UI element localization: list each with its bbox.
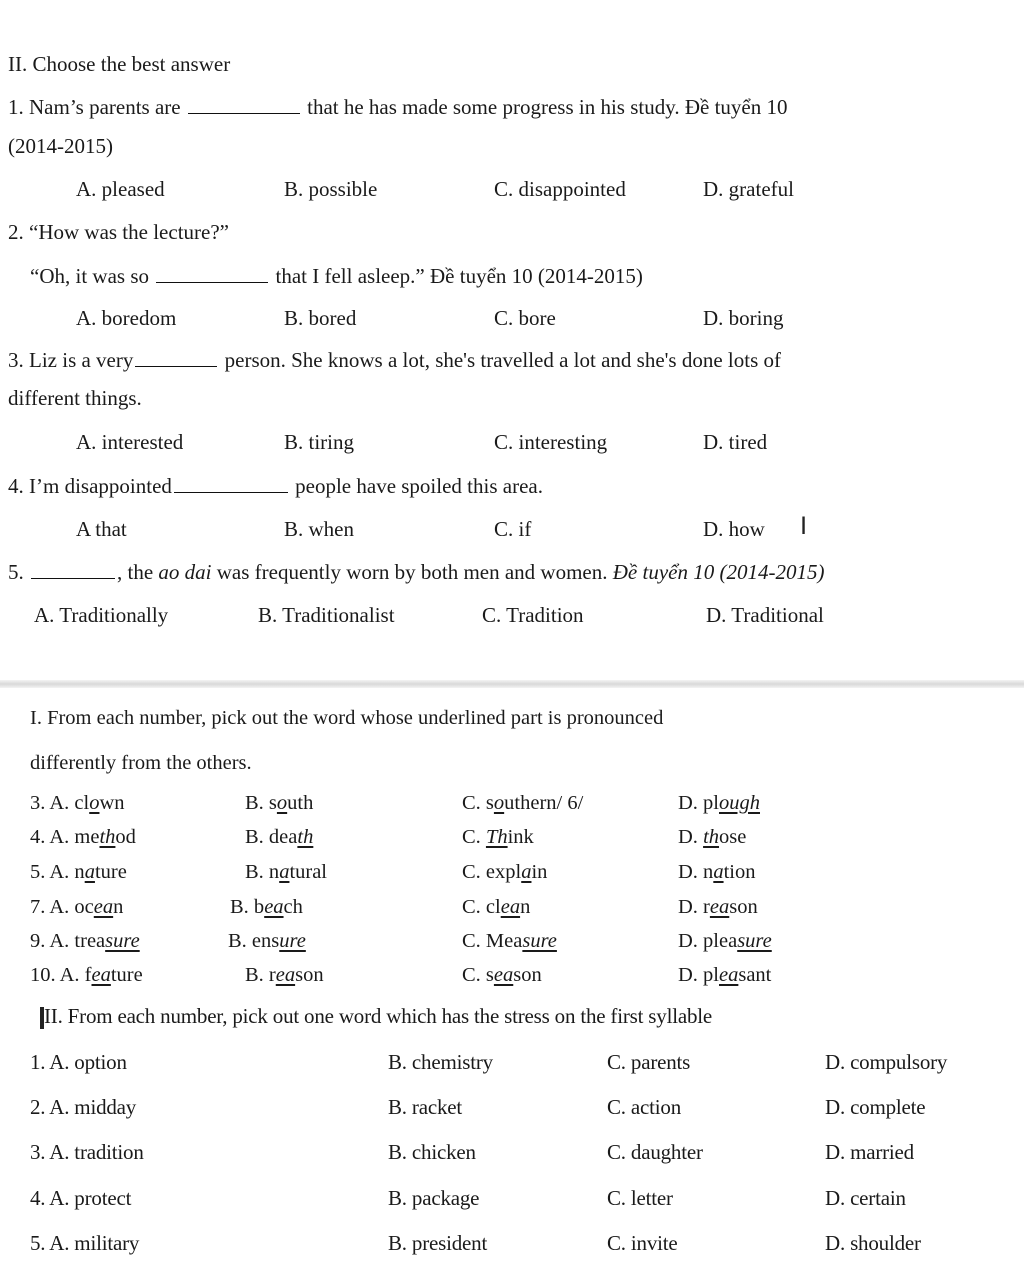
answer-blank — [174, 491, 288, 493]
underlined-part: sure — [105, 930, 140, 952]
pronunciation-option — [230, 896, 303, 919]
word-part: D. plea — [678, 930, 738, 952]
option-b: B. when — [284, 517, 354, 541]
stress-option: C. parents — [607, 1050, 691, 1074]
question-3 — [8, 348, 781, 373]
stress-option: B. racket — [388, 1095, 462, 1119]
word-part: od — [115, 826, 136, 848]
answer-blank — [135, 365, 217, 367]
word-part: ch — [283, 896, 303, 918]
underlined-part: ea — [275, 964, 296, 986]
option-d: D. boring — [703, 306, 784, 330]
pronunciation-option — [30, 826, 136, 849]
word-part: D. — [678, 826, 704, 848]
word-part: 9. A. trea — [30, 930, 106, 952]
pronunciation-option — [228, 930, 306, 953]
word-part: 7. A. oc — [30, 896, 94, 918]
question-5 — [8, 560, 824, 585]
word-part: C. — [462, 826, 486, 848]
stress-option: 4. A. protect — [30, 1186, 132, 1210]
stress-option: D. married — [825, 1140, 914, 1164]
word-part: C. expl — [462, 861, 522, 883]
word-part: D. pl — [678, 964, 719, 986]
section-heading-pronunciation-cont: differently from the others. — [30, 752, 252, 774]
option-c: C. interesting — [494, 430, 608, 454]
pronunciation-option — [245, 826, 313, 849]
question-text: that he has made some progress in his study. Đề tuyển 10 — [307, 95, 788, 119]
pronunciation-option — [245, 861, 327, 884]
word-part: D. pl — [678, 792, 719, 814]
word-part: B. ens — [228, 930, 280, 952]
option-c: C. if — [494, 517, 532, 541]
stress-option: 3. A. tradition — [30, 1140, 144, 1164]
option-c: C. disappointed — [494, 177, 626, 201]
option-b: B. Traditionalist — [258, 603, 395, 627]
option-a: A. boredom — [76, 306, 177, 330]
word-part: 5. A. n — [30, 861, 85, 883]
pronunciation-option — [462, 861, 547, 884]
word-part: uthern/ 6/ — [504, 792, 584, 814]
text-cursor-icon: I — [800, 512, 808, 540]
section-heading-pronunciation: I. From each number, pick out the word whose underlined part is pronounced — [30, 707, 664, 729]
pronunciation-option — [678, 792, 760, 815]
pronunciation-option — [30, 792, 125, 815]
question-text: 4. I’m disappointed — [8, 474, 172, 498]
word-part: son — [513, 964, 542, 986]
underlined-part: a — [713, 861, 724, 883]
pronunciation-option — [30, 964, 143, 987]
underlined-part: a — [84, 861, 95, 883]
stress-option: C. daughter — [607, 1140, 703, 1164]
stress-option: C. action — [607, 1095, 682, 1119]
option-d: D. Traditional — [706, 603, 824, 627]
underlined-part: ea — [500, 896, 521, 918]
pronunciation-option — [30, 896, 123, 919]
word-part: C. s — [462, 964, 494, 986]
option-a: A that — [76, 517, 127, 541]
underlined-part: ea — [264, 896, 284, 918]
question-text: 5. — [8, 560, 24, 584]
section-heading-choose: II. Choose the best answer — [8, 52, 231, 76]
underlined-part: th — [99, 826, 116, 848]
pronunciation-option — [678, 861, 755, 884]
option-d: D. how — [703, 517, 765, 541]
word-part: ture — [94, 861, 127, 883]
question-2-sentence — [30, 264, 643, 289]
question-text: that I fell asleep.” Đề tuyển 10 (2014-2015) — [275, 264, 643, 288]
word-part: tural — [289, 861, 328, 883]
word-part: in — [531, 861, 548, 883]
pronunciation-option — [462, 896, 530, 919]
word-part: son — [729, 896, 758, 918]
stress-option: B. president — [388, 1231, 488, 1255]
pronunciation-option — [462, 930, 557, 953]
stress-option: C. letter — [607, 1186, 673, 1210]
pronunciation-option — [678, 826, 746, 849]
option-b: B. bored — [284, 306, 357, 330]
option-c: C. Tradition — [482, 603, 584, 627]
section-heading-stress: II. From each number, pick out one word which has the stress on the first syllable — [44, 1004, 713, 1028]
word-part: ose — [719, 826, 747, 848]
answer-blank — [188, 112, 300, 114]
option-d: D. grateful — [703, 177, 794, 201]
question-text: people have spoiled this area. — [295, 474, 543, 498]
word-part: C. Mea — [462, 930, 523, 952]
pronunciation-option — [245, 964, 324, 987]
pronunciation-option — [30, 930, 140, 953]
stress-option: B. chemistry — [388, 1050, 493, 1074]
word-part: n — [520, 896, 531, 918]
question-text: 1. Nam’s parents are — [8, 95, 181, 119]
option-a: A. Traditionally — [34, 603, 169, 627]
underlined-part: th — [297, 826, 314, 848]
word-part: ture — [110, 964, 143, 986]
option-a: A. pleased — [76, 177, 165, 201]
question-2: 2. “How was the lecture?” — [8, 220, 229, 244]
word-part: C. cl — [462, 896, 501, 918]
answer-blank — [31, 577, 115, 579]
pronunciation-option — [462, 826, 534, 849]
word-part: 3. A. cl — [30, 792, 90, 814]
question-text: “Oh, it was so — [30, 264, 149, 288]
word-part: 10. A. f — [30, 964, 92, 986]
word-part: uth — [287, 792, 314, 814]
stress-option: 5. A. military — [30, 1231, 140, 1255]
underlined-part: ea — [709, 896, 730, 918]
pronunciation-option — [462, 792, 583, 815]
word-part: sant — [738, 964, 772, 986]
underlined-part: ough — [719, 792, 760, 814]
question-3-continued: different things. — [8, 386, 142, 410]
underlined-part: th — [703, 826, 720, 848]
pronunciation-option — [245, 792, 313, 815]
word-part: B. b — [230, 896, 265, 918]
source-note: Đề tuyển 10 (2014-2015) — [612, 560, 825, 584]
underlined-part: ea — [493, 964, 514, 986]
question-4 — [8, 474, 543, 499]
word-part: B. r — [245, 964, 276, 986]
question-text: , the — [117, 560, 154, 584]
word-part: 4. A. me — [30, 826, 100, 848]
question-text: was frequently worn by both men and women. — [216, 560, 608, 584]
underlined-part: sure — [522, 930, 557, 952]
pronunciation-option — [462, 964, 542, 987]
stress-option: D. shoulder — [825, 1231, 921, 1255]
word-part: son — [295, 964, 324, 986]
word-part: wn — [99, 792, 125, 814]
question-text: 3. Liz is a very — [8, 348, 134, 372]
option-a: A. interested — [76, 430, 184, 454]
option-b: B. tiring — [284, 430, 355, 454]
stress-option: D. compulsory — [825, 1050, 948, 1074]
stress-option: C. invite — [607, 1231, 678, 1255]
underlined-part: sure — [737, 930, 772, 952]
stress-option: 2. A. midday — [30, 1095, 137, 1119]
word-part: D. r — [678, 896, 710, 918]
word-part: ink — [507, 826, 534, 848]
word-part: n — [113, 896, 124, 918]
stress-option: D. certain — [825, 1186, 906, 1210]
section-divider — [0, 680, 1024, 688]
stress-option: B. chicken — [388, 1140, 476, 1164]
option-d: D. tired — [703, 430, 768, 454]
underlined-part: a — [521, 861, 532, 883]
pronunciation-option — [30, 861, 127, 884]
answer-blank — [156, 281, 268, 283]
underlined-part: o — [276, 792, 288, 814]
option-c: C. bore — [494, 306, 556, 330]
stress-option: B. package — [388, 1186, 480, 1210]
word-part: B. s — [245, 792, 277, 814]
stress-option: 1. A. option — [30, 1050, 127, 1074]
underlined-part: ea — [93, 896, 114, 918]
underlined-part: a — [279, 861, 290, 883]
stress-option: D. complete — [825, 1095, 926, 1119]
word-part: B. n — [245, 861, 280, 883]
option-b: B. possible — [284, 177, 378, 201]
word-part: C. s — [462, 792, 494, 814]
word-part: tion — [723, 861, 756, 883]
underlined-part: Th — [485, 826, 508, 848]
underlined-part: ea — [719, 964, 739, 986]
underlined-part: ea — [91, 964, 111, 986]
underlined-part: o — [89, 792, 100, 814]
italic-term: ao dai — [158, 560, 212, 584]
word-part: B. dea — [245, 826, 298, 848]
question-1 — [8, 95, 788, 120]
word-part: D. n — [678, 861, 714, 883]
pronunciation-option — [678, 964, 771, 987]
underlined-part: o — [493, 792, 505, 814]
underlined-part: ure — [279, 930, 306, 952]
question-text: person. She knows a lot, she's travelled a lot and she's done lots of — [224, 348, 782, 372]
pronunciation-option — [678, 930, 772, 953]
question-1-continued: (2014-2015) — [8, 134, 113, 158]
pronunciation-option — [678, 896, 758, 919]
